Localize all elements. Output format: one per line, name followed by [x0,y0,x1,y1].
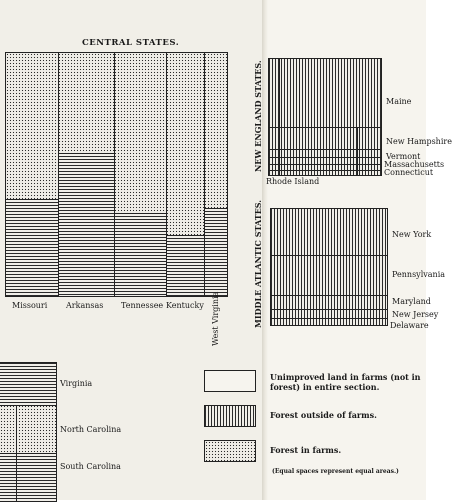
divider [269,164,381,165]
tennessee-forest-in-farms [114,53,166,213]
maryland-forest-outside [271,295,387,309]
divider [0,405,56,406]
south-carolina-unimproved [0,453,56,501]
middle-atlantic-title: MIDDLE ATLANTIC STATES. [253,199,263,328]
label-arkansas: Arkansas [66,301,104,310]
west-virginia-forest-in-farms [204,53,227,208]
label-maryland: Maryland [392,297,431,306]
divider [16,405,17,501]
legend-text-unimproved: Unimproved land in farms (not in forest) in entire section. [270,372,421,392]
massachusetts-forest-outside [269,157,381,164]
divider [166,53,167,296]
new-jersey-forest-outside [271,309,387,318]
divider [271,318,387,319]
pennsylvania-forest-outside [271,255,387,295]
divider [58,153,114,154]
vermont-forest-outside [269,149,381,157]
new-england-title: NEW ENGLAND STATES. [253,60,263,172]
legend-swatch-forest-outside [204,405,256,427]
new-york-forest-outside [271,209,387,255]
arkansas-forest-in-farms [58,53,114,153]
divider [204,53,205,296]
north-carolina-forest [0,405,56,453]
divider [114,53,115,296]
label-new-york: New York [392,230,432,239]
label-maine: Maine [386,97,412,106]
divider [271,295,387,296]
divider [0,453,56,454]
label-vermont: Vermont [386,152,421,161]
middle-atlantic-diagram [270,208,388,326]
divider [279,59,280,175]
new-hampshire-forest-outside [269,127,381,149]
label-kentucky: Kentucky [166,301,204,310]
virginia-unimproved [0,363,56,405]
divider [204,208,227,209]
missouri-unimproved [6,199,58,296]
label-rhode-island: Rhode Island [266,177,320,186]
divider [299,59,300,127]
delaware-forest-outside [271,318,387,325]
south-states-diagram [0,362,57,502]
label-south-carolina: South Carolina [60,462,121,471]
divider [269,127,381,128]
label-missouri: Missouri [12,301,48,310]
legend-swatch-forest-in-farms [204,440,256,462]
label-connecticut: Connecticut [384,168,434,177]
divider [58,53,59,296]
label-west-virginia: West Virginia [211,291,220,346]
label-tennessee: Tennessee [121,301,164,310]
arkansas-unimproved [58,153,114,296]
divider [269,170,381,171]
legend-text-forest-in-farms: Forest in farms. [270,445,342,455]
label-north-carolina: North Carolina [60,425,122,434]
west-virginia-unimproved [204,208,227,296]
new-england-diagram [268,58,382,176]
divider [271,255,387,256]
divider [6,199,58,200]
legend-swatch-unimproved [204,370,256,392]
central-states-title: CENTRAL STATES. [82,38,180,48]
legend-text-forest-outside: Forest outside of farms. [270,410,377,420]
label-new-jersey: New Jersey [392,310,439,319]
central-states-diagram [5,52,228,297]
legend-note: (Equal spaces represent equal areas.) [272,468,399,475]
label-pennsylvania: Pennsylvania [392,270,446,279]
divider [114,213,166,214]
divider [357,127,358,175]
divider [269,157,381,158]
tennessee-unimproved [114,213,166,296]
divider [271,309,387,310]
label-massachusetts: Massachusetts [384,160,445,169]
divider [166,235,204,236]
kentucky-unimproved [166,235,204,296]
label-virginia: Virginia [60,379,93,388]
label-new-hampshire: New Hampshire [386,137,452,146]
kentucky-forest-in-farms [166,53,204,235]
label-delaware: Delaware [390,321,429,330]
maine-forest-outside [269,59,381,127]
divider [269,149,381,150]
missouri-forest-in-farms [6,53,58,199]
